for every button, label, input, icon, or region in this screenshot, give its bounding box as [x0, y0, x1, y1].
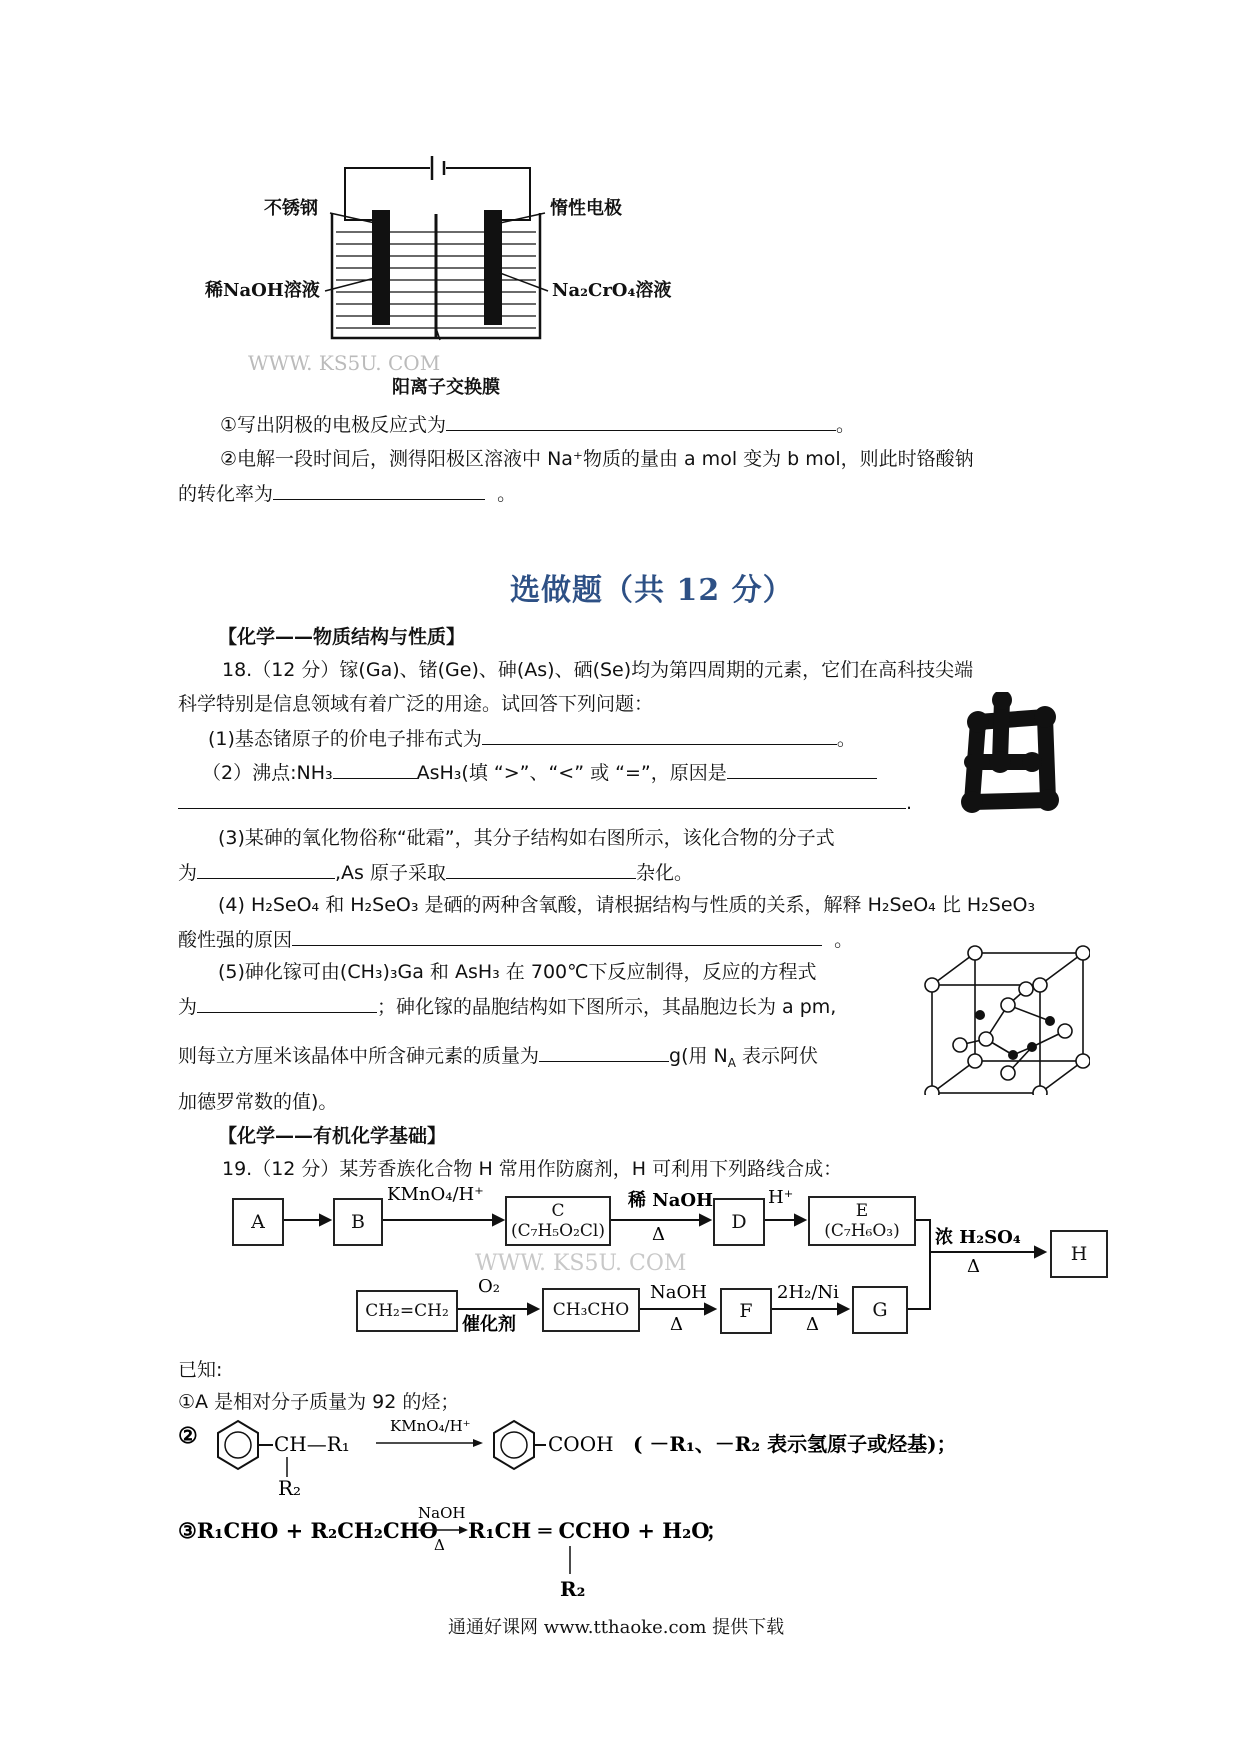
watermark: WWW. KS5U. COM [475, 1251, 687, 1276]
q18-part5-line3 [178, 1043, 818, 1075]
q18-part2-end: . [906, 792, 913, 814]
known-3-r2: R₂ [560, 1577, 586, 1601]
electrolysis-cell-figure [200, 148, 700, 398]
reagent-catalyst: 催化剂 [462, 1314, 516, 1335]
benzene-ring-icon [494, 1421, 534, 1469]
q18-part5-post: ；砷化镓的晶胞结构如下图所示，其晶胞边长为 a pm, [377, 996, 837, 1018]
q18-part5-line2 [178, 994, 836, 1019]
q17-sub2-text: 的转化率为 [178, 483, 274, 505]
q18-part5-pre: 为 [178, 996, 198, 1018]
known-2-reagent: KMnO₄/H⁺ [390, 1417, 471, 1435]
label-inert-electrode: 惰性电极 [550, 198, 622, 219]
arsenic-oxide-molecule-figure [950, 692, 1070, 820]
q18-part3-line2 [178, 860, 693, 885]
reagent-o2: O₂ [478, 1276, 500, 1297]
q18-part3-pre: 为 [178, 862, 198, 884]
reagent-delta-3: Δ [670, 1314, 683, 1335]
compound-b: B [333, 1198, 383, 1246]
known-reaction-2 [178, 1405, 1008, 1495]
q18-part2-text-b: AsH₃(填 “>”、“<” 或 “=”，原因是 [416, 762, 727, 784]
q18-part4-line2 [178, 927, 853, 952]
compound-d: D [713, 1198, 765, 1246]
answer-blank[interactable] [727, 760, 877, 779]
q18-part2-line2 [178, 790, 912, 815]
q18-part2-text-a: （2）沸点:NH₃ [202, 762, 333, 784]
answer-blank[interactable] [539, 1043, 669, 1062]
answer-blank[interactable] [178, 790, 906, 809]
reagent-h2-ni: 2H₂/Ni [777, 1282, 839, 1303]
known-2-note: ( －R₁、－R₂ 表示氢原子或烃基)； [633, 1432, 957, 1456]
q18-part1 [208, 726, 856, 751]
compound-c-label: C [551, 1201, 565, 1221]
q19-header: 【化学——有机化学基础】 [218, 1125, 447, 1147]
q18-part2 [202, 760, 877, 785]
compound-ethene: CH₂=CH₂ [356, 1290, 458, 1332]
answer-blank[interactable] [482, 726, 837, 745]
known-reaction-3 [178, 1496, 878, 1606]
benzene-ring-icon [218, 1421, 258, 1469]
answer-blank[interactable] [273, 481, 485, 500]
answer-blank[interactable] [333, 760, 417, 779]
compound-h: H [1050, 1230, 1108, 1278]
q18-part5-tail: 表示阿伏 [735, 1045, 819, 1067]
compound-a: A [232, 1198, 284, 1246]
q18-header: 【化学——物质结构与性质】 [218, 626, 466, 648]
q18-intro1: 18.（12 分）镓(Ga)、锗(Ge)、砷(As)、硒(Se)均为第四周期的元素，它们在高科技尖端 [222, 659, 974, 681]
compound-e-label: E [855, 1201, 869, 1221]
q17-sub1-end: 。 [836, 414, 856, 436]
reagent-delta-4: Δ [806, 1314, 819, 1335]
answer-blank[interactable] [197, 860, 335, 879]
q18-part1-text: (1)基态锗原子的价电子排布式为 [208, 728, 482, 750]
q17-sub1 [220, 412, 855, 437]
compound-e-formula: (C₇H₆O₃) [824, 1221, 900, 1241]
q17-sub2-end: 。 [497, 483, 517, 505]
q18-part5-na-sub: A [727, 1055, 736, 1070]
q18-part1-end: 。 [836, 728, 856, 750]
compound-c-formula: (C₇H₅O₂Cl) [511, 1221, 605, 1241]
reagent-delta-1: Δ [652, 1224, 665, 1245]
q17-sub2-line2 [178, 481, 516, 506]
q18-intro2: 科学特别是信息领域有着广泛的用途。试回答下列问题： [178, 693, 654, 715]
answer-blank[interactable] [292, 927, 822, 946]
known-3-lhs: ③R₁CHO + R₂CH₂CHO [178, 1518, 438, 1543]
reagent-kmno4: KMnO₄/H⁺ [387, 1184, 484, 1205]
compound-acetaldehyde: CH₃CHO [542, 1288, 640, 1332]
known-header: 已知: [178, 1359, 223, 1381]
q18-part4-end: 。 [834, 929, 854, 951]
q17-sub2-line1: ②电解一段时间后，测得阳极区溶液中 Na⁺物质的量由 a mol 变为 b mol，则此时铬酸钠 [220, 448, 974, 470]
compound-f: F [720, 1288, 772, 1334]
page-footer: 通通好课网 www.tthaoke.com 提供下载 [448, 1617, 785, 1638]
section-title: 选做题（共 12 分） [510, 573, 794, 608]
known-2-number: ② [178, 1423, 198, 1449]
reagent-naoh: NaOH [650, 1282, 707, 1303]
known-2-group: CH—R₁ [274, 1432, 350, 1456]
q18-part5-line3-text: 则每立方厘米该晶体中所含砷元素的质量为 [178, 1045, 540, 1067]
label-membrane: 阳离子交换膜 [392, 377, 500, 398]
q19-intro: 19.（12 分）某芳香族化合物 H 常用作防腐剂，H 可利用下列路线合成： [222, 1158, 843, 1180]
q18-part3: (3)某砷的氧化物俗称“砒霜”，其分子结构如右图所示，该化合物的分子式 [218, 827, 835, 849]
known-3-rhs: R₁CH ═ CCHO + H₂O [468, 1518, 710, 1543]
q18-part3-mid: ,As 原子采取 [335, 862, 446, 884]
reagent-delta-2: Δ [967, 1256, 980, 1277]
reagent-conc-h2so4: 浓 H₂SO₄ [935, 1227, 1021, 1248]
known-1: ①A 是相对分子质量为 92 的烃； [178, 1391, 460, 1413]
q18-part4: (4) H₂SeO₄ 和 H₂SeO₃ 是硒的两种含氧酸，请根据结构与性质的关系，解释 H₂SeO₄ 比 H₂SeO₃ [218, 894, 1036, 916]
known-2-r2: R₂ [278, 1476, 302, 1495]
answer-blank[interactable] [197, 994, 377, 1013]
answer-blank[interactable] [446, 860, 636, 879]
known-2-product: COOH [548, 1432, 614, 1456]
q17-sub1-text: ①写出阴极的电极反应式为 [220, 414, 447, 436]
compound-e [808, 1196, 916, 1246]
gaas-unit-cell-figure [920, 945, 1090, 1095]
reagent-dilute-naoh: 稀 NaOH [628, 1190, 714, 1211]
q18-part5-line4: 加德罗常数的值)。 [178, 1091, 338, 1113]
known-3-reagent: NaOH [418, 1504, 466, 1522]
known-3-delta: Δ [434, 1536, 445, 1554]
known-3-end: ； [706, 1518, 727, 1543]
watermark: WWW. KS5U. COM [248, 351, 441, 375]
compound-c [505, 1196, 611, 1246]
q18-part5: (5)砷化镓可由(CH₃)₃Ga 和 AsH₃ 在 700℃下反应制得，反应的方程式 [218, 961, 817, 983]
label-stainless-steel: 不锈钢 [264, 198, 318, 219]
reagent-hplus: H⁺ [768, 1187, 794, 1208]
answer-blank[interactable] [446, 412, 836, 431]
q18-part3-end: 杂化。 [636, 862, 694, 884]
q18-part4-text: 酸性强的原因 [178, 929, 293, 951]
label-naoh-solution: 稀NaOH溶液 [205, 280, 320, 301]
q18-part5-na: g(用 N [669, 1045, 728, 1067]
label-na2cro4-solution: Na₂CrO₄溶液 [552, 280, 672, 301]
compound-g: G [852, 1286, 908, 1334]
